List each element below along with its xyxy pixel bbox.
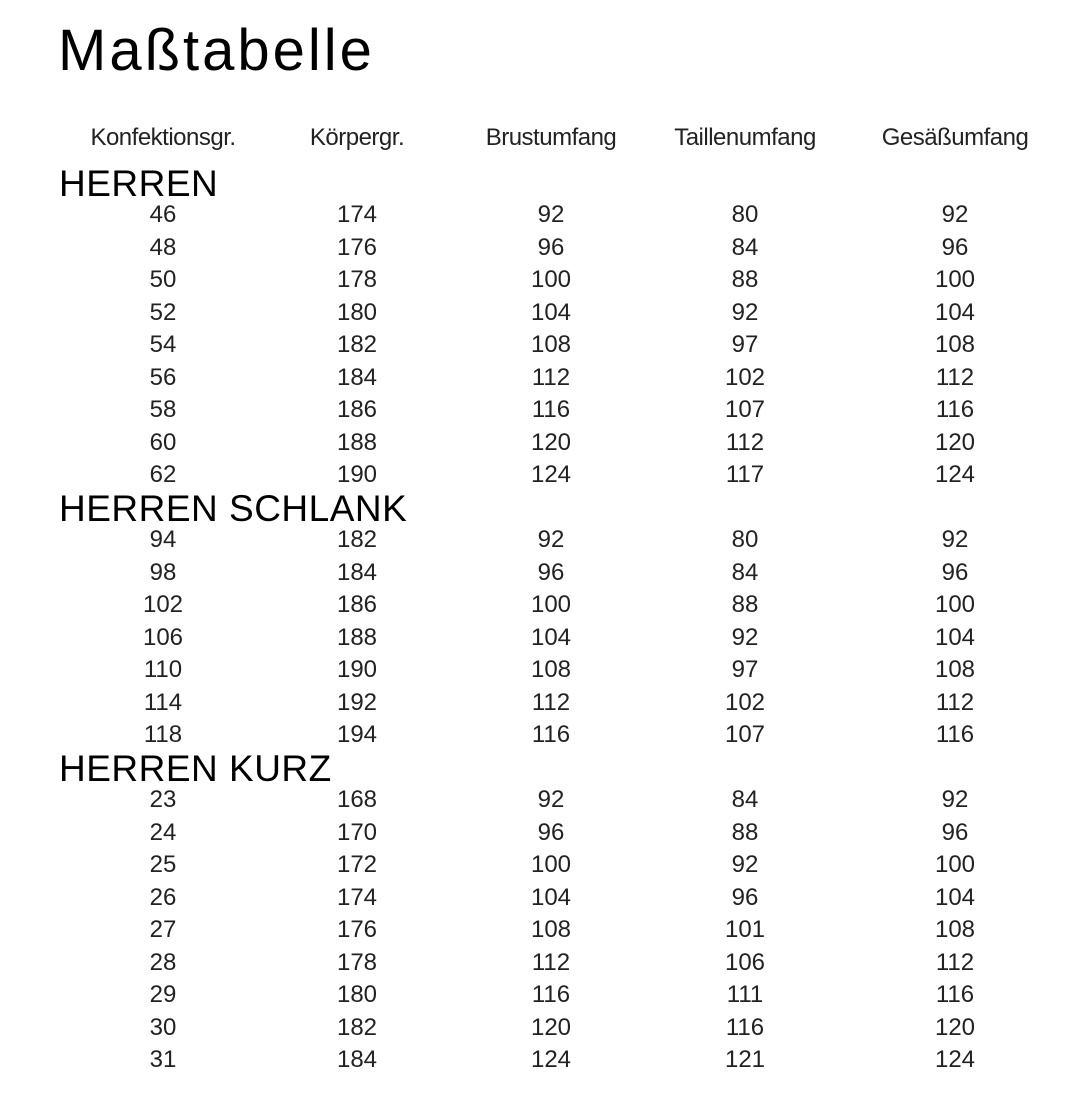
table-cell: 92 [941,201,969,228]
column-header: Gesäßumfang [881,124,1029,151]
table-cell: 104 [934,623,976,651]
table-cell: 112 [531,688,571,716]
table-cell: 102 [142,591,184,618]
table-cell: 124 [934,461,976,488]
table-cell: 84 [731,786,759,813]
table-cell: 29 [149,981,177,1008]
section-title: HERREN [59,163,219,204]
table-cell: 54 [149,331,177,358]
table-cell: 92 [537,201,565,228]
table-cell: 92 [537,526,565,553]
table-cell: 100 [934,591,976,618]
table-cell: 114 [143,688,183,716]
table-cell: 50 [149,266,177,293]
table-cell: 120 [934,428,976,456]
table-cell: 116 [531,981,571,1008]
table-cell: 176 [336,916,378,943]
column-header: Konfektionsgr. [90,124,236,151]
table-cell: 184 [336,1046,378,1073]
table-cell: 112 [935,363,975,391]
table-cell: 96 [537,558,565,586]
table-cell: 116 [935,981,975,1008]
table-cell: 190 [336,461,378,488]
page-title: Maßtabelle [58,18,375,83]
table-cell: 80 [731,526,759,553]
table-cell: 186 [336,396,378,423]
table-cell: 106 [142,623,184,651]
table-cell: 97 [731,331,759,358]
table-cell: 24 [149,818,177,846]
table-cell: 106 [724,948,766,976]
table-cell: 96 [941,818,969,846]
table-cell: 102 [724,363,766,391]
table-cell: 98 [149,558,177,586]
table-cell: 120 [530,428,572,456]
table-cell: 124 [934,1046,976,1073]
table-cell: 96 [941,233,969,261]
table-cell: 100 [530,851,572,878]
table-cell: 88 [731,591,759,618]
table-cell: 112 [725,428,765,456]
table-cell: 124 [530,1046,572,1073]
table-cell: 100 [530,266,572,293]
table-cell: 172 [336,851,378,878]
table-cell: 178 [336,948,378,976]
table-cell: 97 [731,656,759,683]
table-cell: 100 [530,591,572,618]
table-cell: 96 [537,818,565,846]
table-cell: 118 [143,721,183,748]
table-cell: 110 [143,656,183,683]
table-cell: 92 [941,786,969,813]
table-cell: 104 [934,298,976,326]
table-cell: 170 [336,818,378,846]
table-cell: 92 [731,851,759,878]
table-cell: 92 [731,623,759,651]
table-cell: 108 [530,656,572,683]
table-cell: 27 [149,916,177,943]
table-cell: 58 [149,396,177,423]
table-cell: 104 [530,883,572,911]
table-cell: 117 [725,461,765,488]
table-cell: 194 [336,721,378,748]
table-cell: 88 [731,818,759,846]
table-cell: 121 [724,1046,766,1073]
table-cell: 28 [149,948,177,976]
table-cell: 111 [726,981,764,1008]
table-cell: 102 [724,688,766,716]
table-cell: 108 [530,331,572,358]
table-cell: 112 [531,948,571,976]
table-cell: 96 [731,883,759,911]
table-cell: 116 [725,1013,765,1041]
table-cell: 25 [149,851,177,878]
column-header: Taillenumfang [674,124,816,151]
table-cell: 60 [149,428,177,456]
table-cell: 62 [149,461,177,488]
table-cell: 112 [935,948,975,976]
table-cell: 101 [724,916,766,943]
table-cell: 116 [531,396,571,423]
table-cell: 104 [934,883,976,911]
table-cell: 112 [935,688,975,716]
table-cell: 92 [731,298,759,326]
table-cell: 186 [336,591,378,618]
table-cell: 94 [149,526,177,553]
column-header: Brustumfang [485,124,617,151]
column-header: Körpergr. [309,124,405,151]
table-cell: 176 [336,233,378,261]
table-cell: 48 [149,233,177,261]
table-cell: 116 [935,396,975,423]
table-cell: 174 [336,883,378,911]
table-cell: 52 [149,298,177,326]
table-cell: 30 [149,1013,177,1041]
table-cell: 84 [731,233,759,261]
table-cell: 96 [537,233,565,261]
table-cell: 188 [336,428,378,456]
table-cell: 182 [336,526,378,553]
table-cell: 26 [149,883,177,911]
table-cell: 180 [336,981,378,1008]
table-cell: 104 [530,623,572,651]
table-cell: 108 [934,331,976,358]
table-cell: 190 [336,656,378,683]
table-cell: 182 [336,1013,378,1041]
table-cell: 100 [934,851,976,878]
table-cell: 178 [336,266,378,293]
table-cell: 124 [530,461,572,488]
table-cell: 192 [336,688,378,716]
table-cell: 116 [935,721,975,748]
table-cell: 46 [149,201,177,228]
table-cell: 107 [724,396,766,423]
table-cell: 174 [336,201,378,228]
table-cell: 182 [336,331,378,358]
table-cell: 120 [934,1013,976,1041]
table-cell: 88 [731,266,759,293]
table-cell: 184 [336,558,378,586]
table-cell: 104 [530,298,572,326]
table-cell: 107 [724,721,766,748]
table-cell: 108 [934,916,976,943]
table-cell: 56 [149,363,177,391]
table-cell: 92 [537,786,565,813]
table-cell: 23 [149,786,177,813]
section-title: HERREN SCHLANK [59,488,408,529]
table-cell: 120 [530,1013,572,1041]
section-title: HERREN KURZ [59,748,332,789]
table-cell: 180 [336,298,378,326]
table-cell: 188 [336,623,378,651]
table-cell: 108 [530,916,572,943]
table-cell: 108 [934,656,976,683]
table-cell: 116 [531,721,571,748]
table-cell: 168 [336,786,378,813]
table-cell: 96 [941,558,969,586]
table-cell: 31 [149,1046,177,1073]
table-cell: 92 [941,526,969,553]
table-cell: 112 [531,363,571,391]
table-cell: 80 [731,201,759,228]
table-cell: 184 [336,363,378,391]
table-cell: 84 [731,558,759,586]
table-cell: 100 [934,266,976,293]
